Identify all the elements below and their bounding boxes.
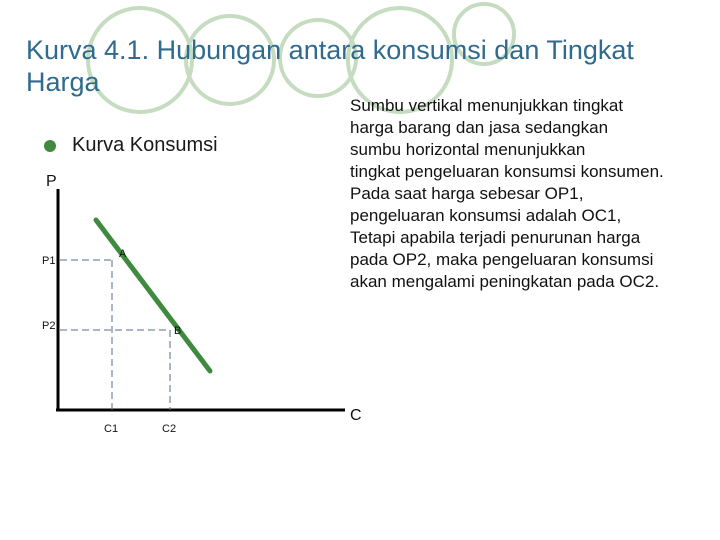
consumption-curve — [96, 220, 210, 371]
consumption-label-c2: C2 — [162, 423, 177, 435]
description-line: harga barang dan jasa sedangkan — [350, 118, 609, 137]
price-label-p1: P1 — [42, 255, 56, 267]
bullet-label: Kurva Konsumsi — [72, 134, 218, 156]
slide-title: Kurva 4.1. Hubungan antara konsumsi dan Tingkat Harga — [26, 35, 634, 97]
point-label-b: B — [174, 325, 182, 337]
description-line: Sumbu vertikal menunjukkan tingkat — [350, 96, 624, 115]
description-line: Tetapi apabila terjadi penurunan harga — [350, 228, 641, 247]
description-line: sumbu horizontal menunjukkan — [350, 140, 586, 159]
description-line: pada OP2, maka pengeluaran konsumsi — [350, 250, 654, 269]
description-text — [350, 95, 720, 293]
y-axis-label: P — [46, 173, 57, 190]
consumption-label-c1: C1 — [104, 423, 119, 435]
price-label-p2: P2 — [42, 320, 56, 332]
description-line: Pada saat harga sebesar OP1, — [350, 184, 584, 203]
description-line: pengeluaran konsumsi adalah OC1, — [350, 206, 622, 225]
point-label-a: A — [119, 248, 127, 260]
description-line: akan mengalami peningkatan pada OC2. — [350, 272, 660, 291]
description-line: tingkat pengeluaran konsumsi konsumen. — [350, 162, 664, 181]
x-axis-label: C — [350, 407, 362, 424]
